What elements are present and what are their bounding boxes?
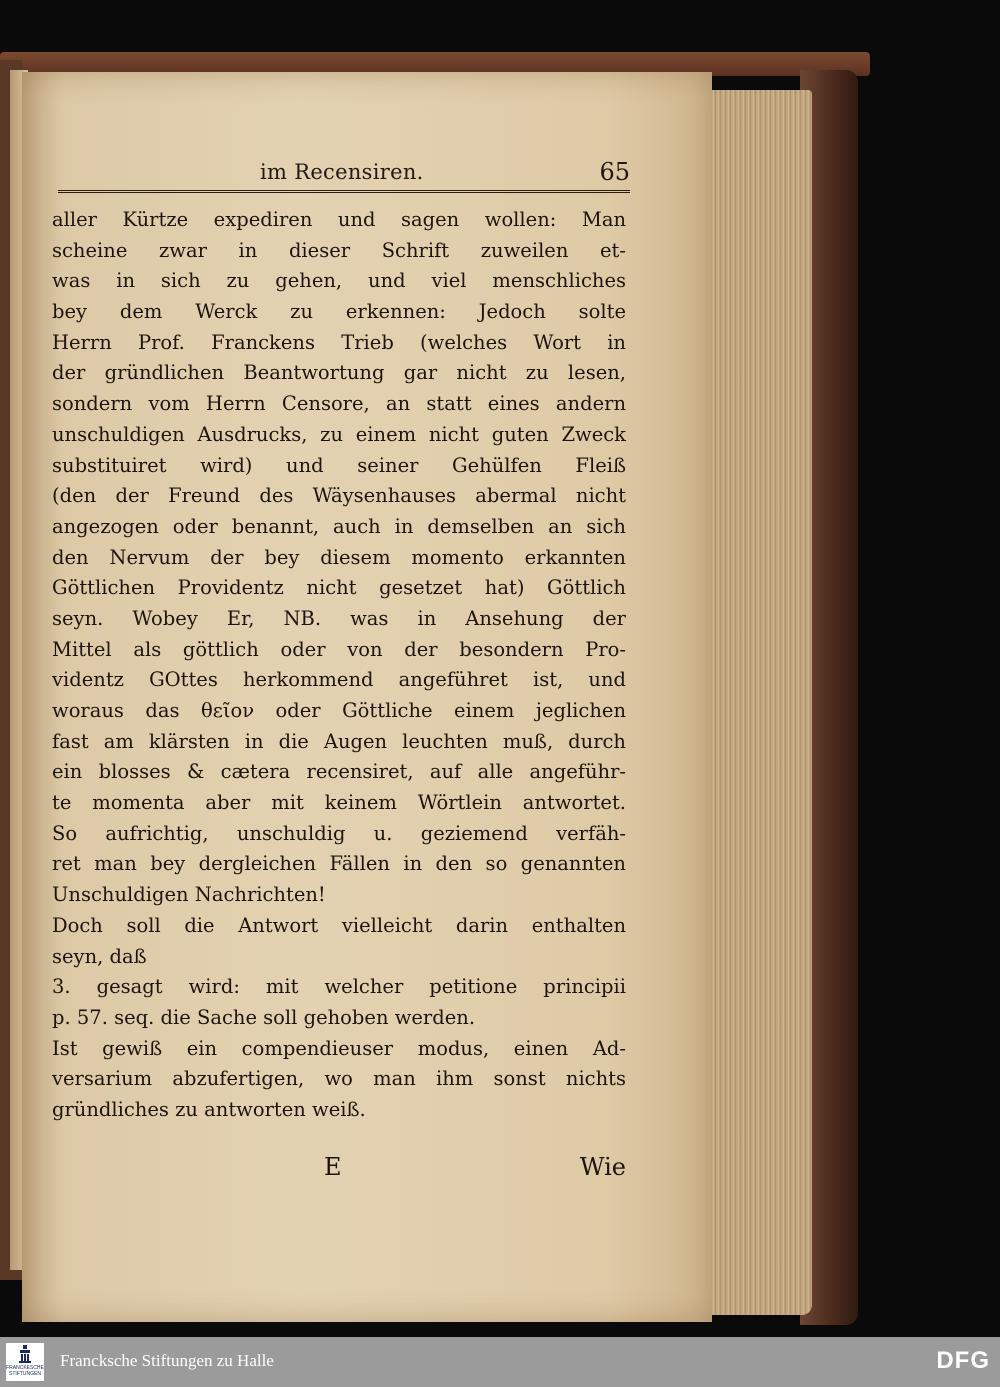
text-line: fast am klärsten in die Augen leuchten muß, durch xyxy=(52,729,626,753)
text-line: (den der Freund des Wäysenhauses abermal nicht xyxy=(52,484,626,508)
text-line: Herrn Prof. Franckens Trieb (welches Wort in xyxy=(52,330,626,354)
text-line: seyn, daß xyxy=(52,944,147,968)
institution-logo[interactable] xyxy=(6,1343,44,1381)
text-line: videntz GOttes herkommend angeführet ist, und xyxy=(52,668,626,692)
text-line: ret man bey dergleichen Fällen in den so genannten xyxy=(52,852,626,876)
text-line: te momenta aber mit keinem Wörtlein antwortet. xyxy=(52,791,626,815)
text-line: bey dem Werck zu erkennen: Jedoch solte xyxy=(52,300,626,324)
text-line: seyn. Wobey Er, NB. was in Ansehung der xyxy=(52,606,626,630)
text-line: gründliches zu antworten weiß. xyxy=(52,1097,366,1121)
text-line: aller Kürtze expediren und sagen wollen: Man xyxy=(52,208,626,231)
signature-mark: E xyxy=(324,1153,342,1181)
text-line: den Nervum der bey diesem momento erkannten xyxy=(52,545,626,569)
text-line: So aufrichtig, unschuldig u. geziemend verfäh- xyxy=(52,821,626,845)
text-line: angezogen oder benannt, auch in demselben an sich xyxy=(52,514,626,538)
text-line: Doch soll die Antwort vielleicht darin enthalten xyxy=(52,913,626,937)
text-line: der gründlichen Beantwortung gar nicht zu lesen, xyxy=(52,361,626,385)
text-line: p. 57. seq. die Sache soll gehoben werden. xyxy=(52,1005,476,1029)
logo-text: FRANCKESCHE STIFTUNGEN xyxy=(6,1365,44,1377)
page-edges xyxy=(707,90,812,1315)
running-head: im Recensiren. xyxy=(260,160,424,184)
text-line: scheine zwar in dieser Schrift zuweilen et- xyxy=(52,238,626,262)
text-line: ein blosses & cætera recensiret, auf alle angeführ- xyxy=(52,760,626,784)
page-number: 65 xyxy=(599,158,630,186)
text-line: Unschuldigen Nachrichten! xyxy=(52,883,326,907)
viewer-footer-bar xyxy=(0,1337,1000,1387)
text-line: substituiret wird) und seiner Gehülfen Fleiß xyxy=(52,453,626,477)
text-line: unschuldigen Ausdrucks, zu einem nicht guten Zweck xyxy=(52,422,626,446)
institution-name[interactable]: Francksche Stiftungen zu Halle xyxy=(60,1351,274,1370)
catchword: Wie xyxy=(579,1153,626,1181)
text-line: 3. gesagt wird: mit welcher petitione principii xyxy=(52,975,626,999)
institution-logo-icon xyxy=(18,1345,32,1363)
text-line: Göttlichen Providentz nicht gesetzet hat) Göttlich xyxy=(52,576,626,600)
text-line: Mittel als göttlich oder von der besondern Pro- xyxy=(52,637,626,661)
page-header xyxy=(60,158,630,192)
text-line: was in sich zu gehen, und viel menschliches xyxy=(52,269,626,293)
page-footer xyxy=(52,1153,626,1187)
text-line: versarium abzufertigen, wo man ihm sonst nichts xyxy=(52,1067,626,1091)
text-line: Ist gewiß ein compendieuser modus, einen Ad- xyxy=(52,1036,626,1060)
dfg-logo[interactable]: DFG xyxy=(936,1347,990,1374)
body-text xyxy=(52,205,626,1126)
text-line: sondern vom Herrn Censore, an statt eines andern xyxy=(52,392,626,416)
text-line: woraus das θεῖον oder Göttliche einem jeglichen xyxy=(52,699,626,722)
header-rule xyxy=(58,190,630,193)
